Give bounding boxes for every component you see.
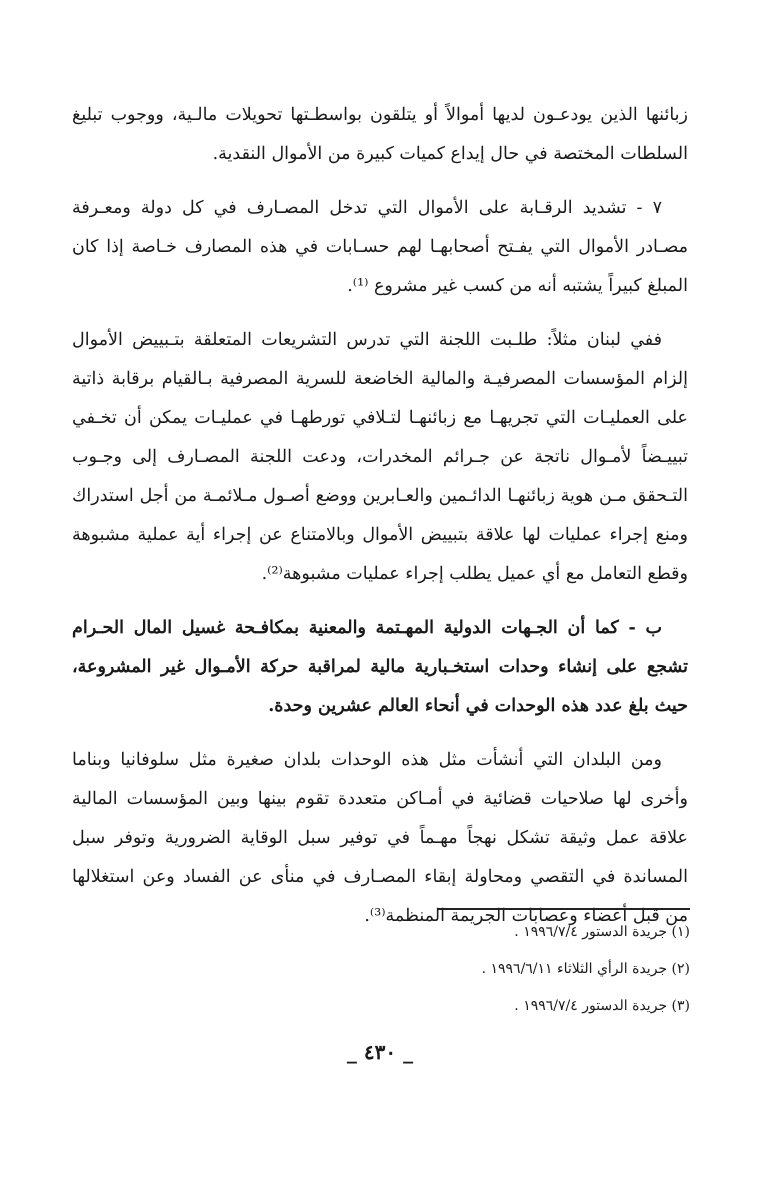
- footnote-1: (١) جريدة الدستور ١٩٩٦/٧/٤ .: [514, 924, 690, 940]
- footnote-divider: [438, 908, 690, 910]
- page-number: _ ٤٣٠ _: [346, 1040, 414, 1064]
- footnote-2: (٢) جريدة الرأي الثلاثاء ١٩٩٦/٦/١١ .: [481, 961, 690, 977]
- paragraph-continuation: زبائنها الذين يودعـون لديها أموالاً أو يتلقون بواسطـتها تحويلات مالـية، ووجوب تبليغ السلطات المختصة في حال إيداع كميات كبيرة من الأموال النقدية.: [72, 105, 688, 164]
- paragraph-countries: ومن البلدان التي أنشأت مثل هذه الوحدات بلدان صغيرة مثل سلوفانيا وبناما وأخرى لها صلاحيات قضائية في أمـاكن متعددة تقوم بينها وبين المؤسسات المالية علاقة عمل وثيقة تشكل نهجاً مهـماً في توفير سبل الوقاية الضرورية وتوفر سبل المساندة في التقصي ومحاولة إبقاء المصـارف في منأى عن الفساد وعن استغلالها من قبل أعضاء وعصابات الجريمة المنظمة⁽³⁾.: [72, 750, 688, 926]
- footnotes: [300, 914, 690, 1025]
- paragraph-item-7: ٧ - تشديد الرقـابة على الأموال التي تدخل المصـارف في كل دولة ومعـرفة مصـادر الأموال التي يفـتح أصحابهـا لهم حسـابات في هذه المصارف خـاصة إذا كان المبلغ كبيراً يشتبه أنه من كسب غير مشروع ⁽¹⁾.: [72, 198, 688, 296]
- paragraph-lebanon-example: ففي لبنان مثلاً: طلـبت اللجنة التي تدرس التشريعات المتعلقة بتـبييض الأموال إلزام المؤسسات المصرفيـة والمالية الخاضعة للسرية المصرفية بـالقيام برقابة ذاتية على العمليـات التي تجريهـا مع زبائنهـا لتـلافي تورطهـا في عمليـات يمكن أن تخـفي تبييـضاً لأمـوال ناتجة عن جـرائم المخدرات، ودعت اللجنة المصـارف إلى وجـوب التـحقق مـن هوية زبائنهـا الدائـمين والعـابرين ووضع أصـول مـلائمـة من أجل استدراك ومنع إجراء عمليات لها علاقة بتبييض الأموال وبالامتناع عن إجراء أية عملية مشبوهة وقطع التعامل مع أي عميل يطلب إجراء عمليات مشبوهة⁽²⁾.: [72, 330, 688, 584]
- paragraph-section-b: ب - كما أن الجـهات الدولية المهـتمة والمعنية بمكافـحة غسيل المال الحـرام تشجع على إنشاء وحدات استخـبارية مالية لمراقبة حركة الأمـوال غير المشروعة، حيث بلغ عدد هذه الوحدات في أنحاء العالم عشرين وحدة.: [72, 618, 688, 716]
- footnote-3: (٣) جريدة الدستور ١٩٩٦/٧/٤ .: [514, 998, 690, 1014]
- main-text: [72, 96, 688, 951]
